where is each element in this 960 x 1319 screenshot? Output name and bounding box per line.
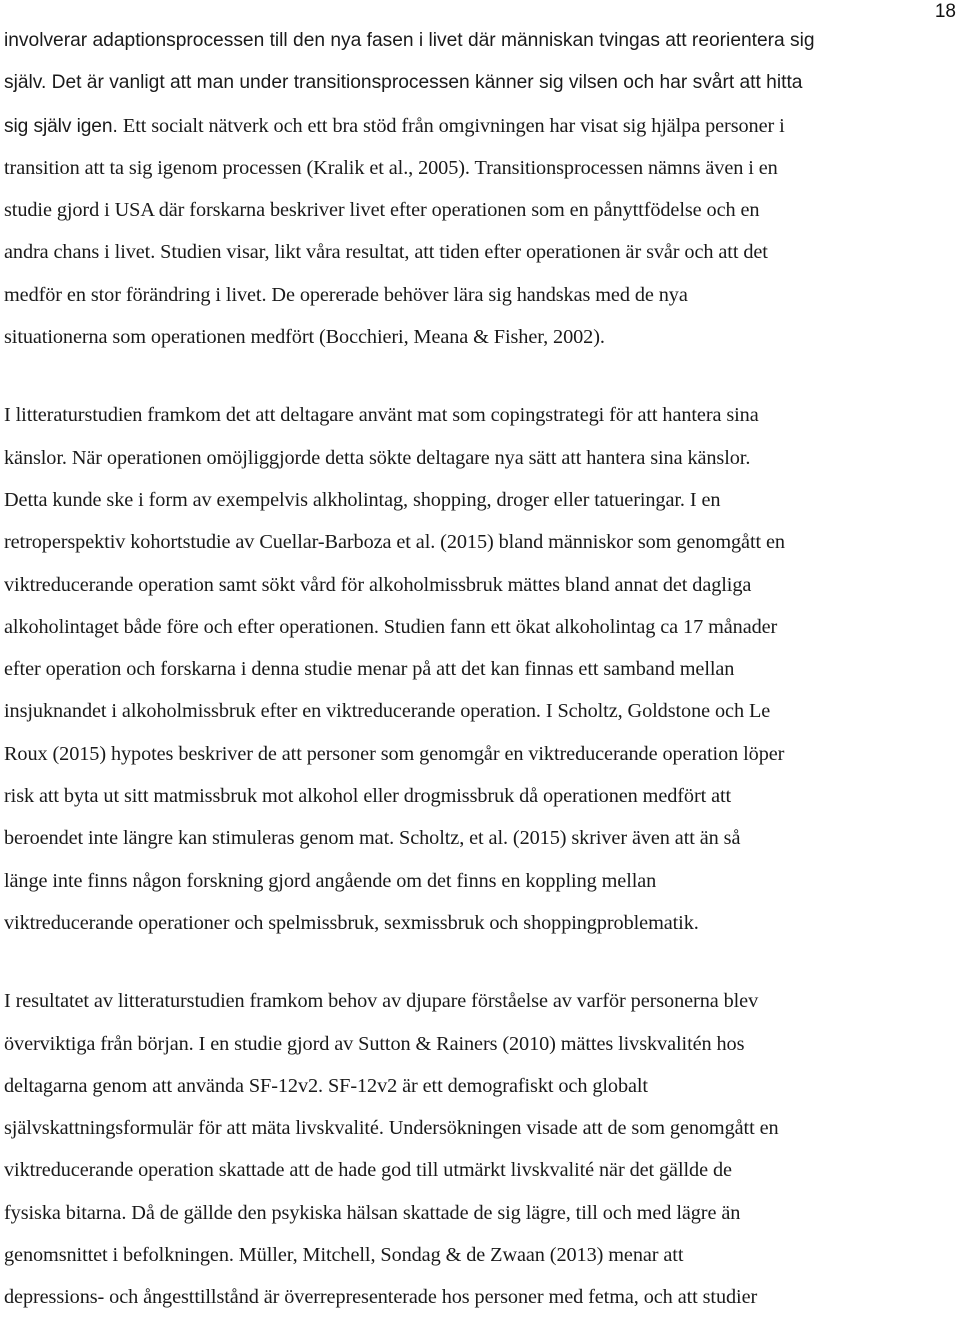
text-line: beroendet inte längre kan stimuleras genom mat. Scholtz, et al. (2015) skriver även att än så <box>4 827 741 850</box>
paragraph-spacer <box>4 358 959 394</box>
text-line: insjuknandet i alkoholmissbruk efter en viktreducerande operation. I Scholtz, Goldstone och Le <box>4 700 771 723</box>
paragraph <box>4 20 959 358</box>
text-segment: Ett socialt nätverk och ett bra stöd från omgivningen har visat sig hjälpa personer i <box>122 114 785 137</box>
text-line: transition att ta sig igenom processen (Kralik et al., 2005). Transitionsprocessen nämns även i en <box>4 156 778 179</box>
text-line: deltagarna genom att använda SF-12v2. SF-12v2 är ett demografiskt och globalt <box>4 1074 648 1097</box>
text-line: depressions- och ångesttillstånd är överrepresenterade hos personer med fetma, och att studier <box>4 1286 758 1309</box>
paragraph <box>4 980 959 1318</box>
text-line: själv. Det är vanligt att man under transitionsprocessen känner sig vilsen och har svårt att hitta <box>4 72 803 94</box>
text-line: alkoholintaget både före och efter operationen. Studien fann ett ökat alkoholintag ca 17 månader <box>4 615 778 638</box>
text-line: medför en stor förändring i livet. De opererade behöver lära sig handskas med de nya <box>4 283 688 306</box>
text-line: risk att byta ut sitt matmissbruk mot alkohol eller drogmissbruk då operationen medfört att <box>4 785 732 808</box>
text-line: självskattningsformulär för att mäta livskvalité. Undersökningen visade att de som genomgått en <box>4 1117 779 1140</box>
text-line: situationerna som operationen medfört (Bocchieri, Meana & Fisher, 2002). <box>4 326 605 349</box>
text-line: andra chans i livet. Studien visar, likt våra resultat, att tiden efter operationen är svår och att det <box>4 241 768 264</box>
text-line <box>4 105 959 147</box>
text-line: länge inte finns någon forskning gjord angående om det finns en koppling mellan <box>4 869 657 892</box>
text-line: retroperspektiv kohortstudie av Cuellar-Barboza et al. (2015) bland människor som genomgått en <box>4 531 785 554</box>
text-line: överviktiga från början. I en studie gjord av Sutton & Rainers (2010) mättes livskvalitén hos <box>4 1032 745 1055</box>
text-line: studie gjord i USA där forskarna beskriver livet efter operationen som en pånyttfödelse och en <box>4 199 760 222</box>
page-number: 18 <box>934 1 956 22</box>
text-line: viktreducerande operationer och spelmissbruk, sexmissbruk och shoppingproblematik. <box>4 911 699 934</box>
text-line: fysiska bitarna. Då de gällde den psykiska hälsan skattade de sig lägre, till och med lägre än <box>4 1201 741 1224</box>
text-line: känslor. När operationen omöjliggjorde detta sökte deltagare nya sätt att hantera sina känslor. <box>4 446 751 469</box>
text-line: I litteraturstudien framkom det att deltagare använt mat som copingstrategi för att hantera sina <box>4 404 759 427</box>
text-line: involverar adaptionsprocessen till den nya fasen i livet där människan tvingas att reorientera sig <box>4 30 815 51</box>
paragraph-spacer <box>4 944 959 980</box>
text-line: viktreducerande operation skattade att de hade god till utmärkt livskvalité när det gällde de <box>4 1159 732 1182</box>
text-line: I resultatet av litteraturstudien framkom behov av djupare förståelse av varför personerna blev <box>4 990 759 1013</box>
text-line: Detta kunde ske i form av exempelvis alkholintag, shopping, droger eller tatueringar. I en <box>4 488 721 511</box>
document-body <box>4 20 959 1319</box>
text-line: genomsnittet i befolkningen. Müller, Mitchell, Sondag & de Zwaan (2013) menar att <box>4 1244 684 1267</box>
paragraph <box>4 394 959 944</box>
text-line: viktreducerande operation samt sökt vård för alkoholmissbruk mättes bland annat det dagliga <box>4 573 752 596</box>
text-segment: sig själv igen. <box>4 115 123 137</box>
text-line: efter operation och forskarna i denna studie menar på att det kan finnas ett samband mellan <box>4 658 735 681</box>
text-line: Roux (2015) hypotes beskriver de att personer som genomgår en viktreducerande operation löper <box>4 742 785 765</box>
